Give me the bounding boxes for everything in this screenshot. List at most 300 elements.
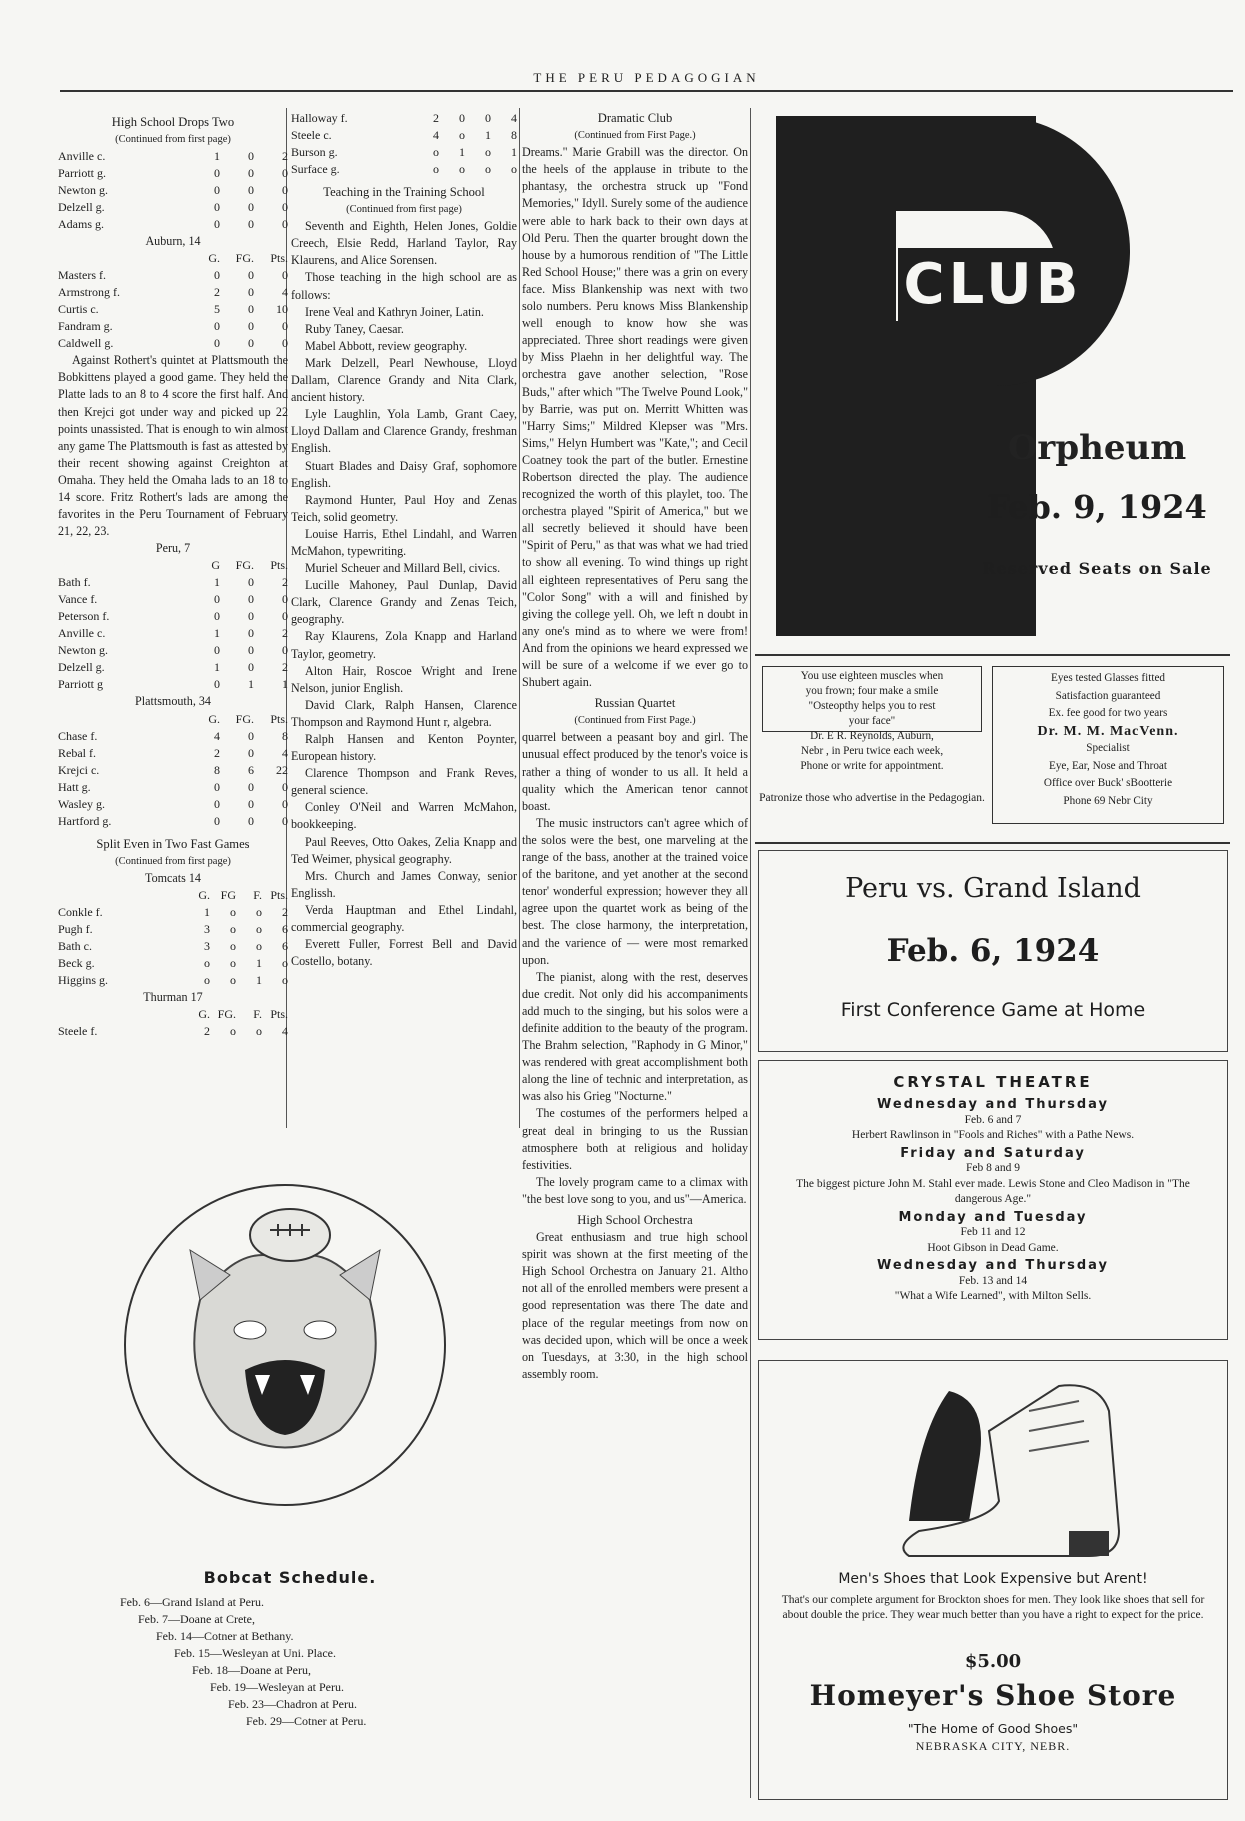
stat-cell: o bbox=[204, 955, 210, 970]
table-row bbox=[291, 144, 517, 161]
ad-line: Ex. fee good for two years bbox=[1048, 707, 1168, 719]
store-name: Homeyer's Shoe Store bbox=[809, 1679, 1177, 1712]
listing-line: Hoot Gibson in Dead Game. bbox=[927, 1241, 1059, 1254]
stat-cell: 0 bbox=[485, 111, 491, 125]
player-name: Beck g. bbox=[58, 955, 95, 970]
team-score: Plattsmouth, 34 bbox=[135, 694, 211, 709]
stat-cell: 0 bbox=[459, 111, 465, 125]
stat-cell: 0 bbox=[214, 200, 220, 215]
stat-cell: 4 bbox=[282, 285, 288, 300]
player-name: Steele c. bbox=[291, 128, 332, 142]
article-paragraph: Those teaching in the high school are as follows: bbox=[291, 270, 517, 302]
column-rule bbox=[519, 108, 520, 1128]
player-name: Vance f. bbox=[58, 592, 98, 607]
listing-line: Wednesday and Thursday bbox=[876, 1258, 1110, 1273]
stat-cell: 0 bbox=[214, 217, 220, 232]
table-row bbox=[58, 1023, 288, 1040]
article-paragraph: Irene Veal and Kathryn Joiner, Latin. bbox=[305, 304, 484, 319]
listing-line: Feb. 6 and 7 bbox=[964, 1113, 1022, 1126]
table-row bbox=[58, 972, 288, 989]
stat-cell: 0 bbox=[248, 166, 254, 181]
table-row bbox=[58, 267, 288, 284]
ad-line: Dr. M. M. MacVenn. bbox=[1037, 723, 1179, 739]
orpheum-date: Feb. 9, 1924 bbox=[987, 488, 1207, 526]
stat-cell: 2 bbox=[282, 660, 288, 675]
player-name: Adams g. bbox=[58, 217, 104, 232]
stat-cell: G. bbox=[198, 1006, 210, 1021]
table-row bbox=[58, 921, 288, 938]
article-title: Russian Quartet bbox=[594, 696, 676, 711]
table-row bbox=[58, 642, 288, 659]
stat-cell: 1 bbox=[214, 149, 220, 164]
player-name: Halloway f. bbox=[291, 111, 348, 125]
shoe-body: That's our complete argument for Brockton shoes for men. They look like shoes that sell for about double the price. They wear much better than you have a right to expect for the price. bbox=[781, 1594, 1205, 1621]
stat-cell: G bbox=[211, 558, 220, 573]
article-body bbox=[522, 729, 748, 1208]
table-row bbox=[58, 335, 288, 352]
stat-cell: 0 bbox=[248, 745, 254, 760]
player-name: Anville c. bbox=[58, 149, 106, 164]
listing-line: Herbert Rawlinson in "Fools and Riches" with a Pathe News. bbox=[851, 1129, 1135, 1141]
article-paragraph: Conley O'Neil and Warren McMahon, bookkeeping. bbox=[291, 800, 517, 832]
stat-cell: o bbox=[230, 938, 236, 953]
stat-cell: 0 bbox=[282, 217, 288, 232]
theatre-listing bbox=[779, 1095, 1207, 1305]
stat-cell: 1 bbox=[282, 677, 288, 692]
article-paragraph: Mabel Abbott, review geography. bbox=[305, 338, 468, 353]
stat-cell: o bbox=[511, 162, 517, 176]
stat-cell: 8 bbox=[511, 128, 517, 142]
article-paragraph: Muriel Scheuer and Millard Bell, civics. bbox=[305, 561, 501, 576]
stat-cell: Pts. bbox=[270, 1006, 288, 1021]
article-body bbox=[522, 144, 748, 691]
player-name: Hartford g. bbox=[58, 813, 112, 828]
continued-note: (Continued from first page) bbox=[115, 134, 231, 146]
stat-cell: Pts. bbox=[270, 251, 288, 266]
stat-cell: 1 bbox=[256, 972, 262, 987]
continued-note: (Continued from First Page.) bbox=[574, 715, 696, 727]
table-header-row bbox=[58, 557, 288, 574]
stat-cell: G. bbox=[208, 251, 220, 266]
stat-cell: FG. bbox=[235, 558, 254, 573]
table-header-row bbox=[58, 711, 288, 728]
masthead-rule bbox=[60, 90, 1233, 92]
stat-cell: 1 bbox=[459, 145, 465, 159]
schedule-item: Feb. 23—Chadron at Peru. bbox=[228, 1697, 357, 1711]
stat-cell: 0 bbox=[282, 779, 288, 794]
player-name: Rebal f. bbox=[58, 745, 96, 760]
stat-cell: 3 bbox=[204, 938, 210, 953]
table-row bbox=[58, 625, 288, 642]
schedule-item: Feb. 14—Cotner at Bethany. bbox=[156, 1629, 294, 1643]
stat-cell: 2 bbox=[214, 745, 220, 760]
stat-cell: o bbox=[230, 1023, 236, 1038]
optometrist-ad bbox=[992, 666, 1224, 824]
stat-cell: Pts. bbox=[270, 711, 288, 726]
continued-note: (Continued from first page) bbox=[346, 204, 462, 216]
box-score-table bbox=[58, 267, 288, 352]
ad-divider bbox=[755, 654, 1230, 656]
player-name bbox=[58, 887, 184, 904]
stat-cell: 2 bbox=[204, 1023, 210, 1038]
stat-cell: F. bbox=[253, 1006, 262, 1021]
table-row bbox=[58, 745, 288, 762]
stat-cell: 6 bbox=[248, 762, 254, 777]
table-row bbox=[291, 110, 517, 127]
box-score-table bbox=[58, 574, 288, 693]
player-name bbox=[58, 1006, 184, 1023]
schedule-list bbox=[120, 1594, 366, 1730]
shoe-store-ad bbox=[758, 1360, 1228, 1800]
stat-cell: 4 bbox=[282, 1023, 288, 1038]
table-row bbox=[58, 182, 288, 199]
stat-cell: 1 bbox=[485, 128, 491, 142]
patronize-note: Patronize those who advertise in the Pedagogian. bbox=[759, 792, 985, 804]
listing-line: Feb 8 and 9 bbox=[966, 1162, 1020, 1174]
stat-cell: 0 bbox=[282, 643, 288, 658]
column-sports bbox=[58, 114, 288, 1040]
stat-cell: 0 bbox=[248, 728, 254, 743]
player-name: Newton g. bbox=[58, 183, 108, 198]
stat-cell: 1 bbox=[511, 145, 517, 159]
stat-cell: o bbox=[459, 162, 465, 176]
ad-line: you frown; four make a smile bbox=[805, 685, 939, 697]
column-clubs bbox=[522, 110, 748, 1383]
ad-line: Eyes tested Glasses fitted bbox=[1050, 672, 1166, 684]
bobcat-schedule bbox=[120, 1568, 460, 1593]
stat-cell: 0 bbox=[248, 609, 254, 624]
stat-cell: 0 bbox=[214, 592, 220, 607]
table-row bbox=[58, 301, 288, 318]
stat-cell: 0 bbox=[282, 268, 288, 283]
listing-line: Feb. 13 and 14 bbox=[958, 1274, 1028, 1287]
stat-cell: 0 bbox=[282, 200, 288, 215]
article-title: Teaching in the Training School bbox=[323, 185, 485, 199]
player-name: Parriott g. bbox=[58, 166, 106, 181]
masthead: THE PERU PEDAGOGIAN bbox=[533, 70, 760, 85]
stat-cell: 3 bbox=[204, 921, 210, 936]
player-name: Curtis c. bbox=[58, 302, 99, 317]
player-name: Chase f. bbox=[58, 728, 98, 743]
article-paragraph: Clarence Thompson and Frank Reves, general science. bbox=[291, 766, 517, 798]
table-row bbox=[58, 608, 288, 625]
article-title: High School Drops Two bbox=[111, 115, 235, 129]
article-paragraph: Louise Harris, Ethel Lindahl, and Warren McMahon, typewriting. bbox=[291, 526, 517, 558]
listing-line: Wednesday and Thursday bbox=[876, 1097, 1110, 1112]
stat-cell: 6 bbox=[282, 938, 288, 953]
table-row bbox=[58, 284, 288, 301]
stat-cell: 0 bbox=[282, 166, 288, 181]
game-matchup: Peru vs. Grand Island bbox=[845, 873, 1141, 904]
ad-line: You use eighteen muscles when bbox=[800, 670, 944, 682]
player-name: Higgins g. bbox=[58, 972, 109, 987]
stat-cell: 2 bbox=[282, 626, 288, 641]
stat-cell: 0 bbox=[214, 336, 220, 351]
ad-line: Office over Buck' sBootterie bbox=[1043, 777, 1173, 789]
table-row bbox=[291, 161, 517, 178]
stat-cell: 0 bbox=[214, 183, 220, 198]
ad-divider bbox=[755, 842, 1230, 844]
orpheum-title: Orpheum bbox=[1007, 428, 1187, 468]
stat-cell: 0 bbox=[214, 779, 220, 794]
player-name: Caldwell g. bbox=[58, 336, 114, 351]
stat-cell: 4 bbox=[282, 745, 288, 760]
stat-cell: 0 bbox=[248, 796, 254, 811]
stat-cell: 4 bbox=[214, 728, 220, 743]
stat-cell: o bbox=[256, 921, 262, 936]
stat-cell: o bbox=[433, 162, 439, 176]
stat-cell: 0 bbox=[214, 796, 220, 811]
stat-cell: 0 bbox=[214, 677, 220, 692]
stat-cell: 0 bbox=[248, 626, 254, 641]
box-score-header bbox=[58, 1006, 288, 1023]
stat-cell: 2 bbox=[282, 575, 288, 590]
stat-cell: 0 bbox=[214, 166, 220, 181]
stat-cell: 0 bbox=[282, 183, 288, 198]
stat-cell: FG. bbox=[235, 251, 254, 266]
stat-cell: 8 bbox=[282, 728, 288, 743]
p-letter-graphic bbox=[776, 116, 1036, 636]
stat-cell: 0 bbox=[248, 268, 254, 283]
table-row bbox=[58, 659, 288, 676]
store-tagline: "The Home of Good Shoes" bbox=[907, 1721, 1079, 1736]
stat-cell: o bbox=[433, 145, 439, 159]
table-row bbox=[58, 591, 288, 608]
stat-cell: FG bbox=[220, 887, 236, 902]
stat-cell: 0 bbox=[214, 319, 220, 334]
stat-cell: o bbox=[230, 921, 236, 936]
stat-cell: 1 bbox=[256, 955, 262, 970]
stat-cell: o bbox=[256, 938, 262, 953]
stat-cell: 0 bbox=[248, 575, 254, 590]
listing-line: Feb 11 and 12 bbox=[960, 1226, 1026, 1238]
stat-cell: o bbox=[485, 145, 491, 159]
table-row bbox=[58, 796, 288, 813]
article-paragraph: Verda Hauptman and Ethel Lindahl, commercial geography. bbox=[291, 902, 517, 935]
crystal-theatre-ad bbox=[758, 1060, 1228, 1340]
table-row bbox=[58, 574, 288, 591]
stat-cell: 6 bbox=[282, 921, 288, 936]
stat-cell: F. bbox=[253, 887, 262, 902]
stat-cell: 0 bbox=[248, 200, 254, 215]
article-title: Dramatic Club bbox=[597, 111, 673, 125]
player-name: Hatt g. bbox=[58, 779, 91, 794]
article-paragraph: Alton Hair, Roscoe Wright and Irene Nelson, junior English. bbox=[291, 663, 517, 695]
table-row bbox=[58, 148, 288, 165]
ad-line: your face" bbox=[848, 715, 896, 727]
cat-silhouette bbox=[909, 1391, 981, 1521]
article-paragraph: quarrel between a peasant boy and girl. The unusual effect produced by the tenor's voice is rather a thing of wonder to us all. It held a quality which the American tenor cannot boast. bbox=[522, 730, 748, 813]
team-score: Peru, 7 bbox=[155, 541, 191, 556]
article-paragraph: Lyle Laughlin, Yola Lamb, Grant Caey, Lloyd Dallam and Clarence Grandy, freshman English. bbox=[291, 407, 517, 456]
stat-cell: 2 bbox=[282, 904, 288, 919]
player-name: Conkle f. bbox=[58, 904, 103, 919]
table-row bbox=[58, 904, 288, 921]
shoe-price: $5.00 bbox=[964, 1651, 1022, 1672]
schedule-item: Feb. 6—Grand Island at Peru. bbox=[120, 1595, 264, 1609]
stat-cell: 0 bbox=[248, 285, 254, 300]
schedule-item: Feb. 29—Cotner at Peru. bbox=[246, 1714, 367, 1728]
article-title: Split Even in Two Fast Games bbox=[96, 836, 250, 851]
club-word: CLUB bbox=[898, 248, 1088, 322]
stat-cell: o bbox=[282, 955, 288, 970]
article-paragraph: Paul Reeves, Otto Oakes, Zelia Knapp and Ted Weimer, physical geography. bbox=[291, 834, 517, 866]
stat-cell: 1 bbox=[204, 904, 210, 919]
player-name bbox=[58, 250, 186, 267]
stat-cell: 0 bbox=[282, 319, 288, 334]
osteopathy-ad bbox=[762, 666, 982, 772]
article-paragraph: Great enthusiasm and true high school spirit was shown at the first meeting of the High School Orchestra on January 21. Altho not all of the enrolled members were present a good representation was there The date and place of the regular meetings from now on was decided upon, which will be once a week on Tuesdays, at 3:30, in the high school assembly room. bbox=[522, 1230, 748, 1381]
stat-cell: FG. bbox=[217, 1006, 236, 1021]
stat-cell: 1 bbox=[214, 626, 220, 641]
shoe-illustration bbox=[879, 1371, 1129, 1571]
stat-cell: 0 bbox=[248, 217, 254, 232]
article-paragraph: Lucille Mahoney, Paul Dunlap, David Clark, Clarence Grandy and Zenas Teich, geography. bbox=[291, 578, 517, 627]
box-score-table bbox=[58, 1023, 288, 1040]
stat-cell: 0 bbox=[248, 592, 254, 607]
stat-cell: 0 bbox=[282, 609, 288, 624]
stat-cell: 0 bbox=[248, 319, 254, 334]
table-row bbox=[58, 318, 288, 335]
stat-cell: 0 bbox=[248, 183, 254, 198]
table-row bbox=[58, 676, 288, 693]
schedule-item: Feb. 18—Doane at Peru, bbox=[192, 1663, 311, 1677]
table-row bbox=[58, 955, 288, 972]
continued-note: (Continued from First Page.) bbox=[574, 130, 696, 142]
article-paragraph: The pianist, along with the rest, deserves due credit. Not only did his accompaniments add much to the singing, but his solos were a definite addition to the beauty of the program. The Brahm selection, "Raphody in G Minor," was rendered with great accomplishment both along the line of technic and interpretation, as was also his Grieg "Nocturne." bbox=[522, 969, 748, 1104]
stat-cell: 1 bbox=[248, 677, 254, 692]
player-name: Newton g. bbox=[58, 643, 108, 658]
article-paragraph: Seventh and Eighth, Helen Jones, Goldie Creech, Elsie Redd, Harland Taylor, Ray Klaurens, and Alice Sorensen. bbox=[291, 219, 517, 268]
player-name: Fandram g. bbox=[58, 319, 113, 334]
article-paragraph: The music instructors can't agree which of the solos were the best, one marveling at the range of the bass, another at the trained voice of the baritone, and yet another at the second tenor' wonderful expression; however they all agree upon the quartet work as being of the best. The close harmony, the interpretation, and the varience of — were most remarked upon. bbox=[522, 815, 748, 967]
stat-cell: 8 bbox=[214, 762, 220, 777]
stat-cell: FG. bbox=[235, 711, 254, 726]
shoe-headline: Men's Shoes that Look Expensive but Arent! bbox=[838, 1571, 1148, 1587]
player-name: Bath c. bbox=[58, 938, 92, 953]
stat-cell: 1 bbox=[214, 575, 220, 590]
article-paragraph: Ralph Hansen and Kenton Poynter, European history. bbox=[291, 732, 517, 764]
stat-cell: 0 bbox=[248, 660, 254, 675]
article-paragraph: Mark Delzell, Pearl Newhouse, Lloyd Dallam, Clarence Grandy and Nita Clark, ancient history. bbox=[291, 355, 517, 405]
player-name: Delzell g. bbox=[58, 200, 105, 215]
stat-cell: 0 bbox=[214, 643, 220, 658]
continued-note: (Continued from first page) bbox=[115, 855, 231, 867]
schedule-item: Feb. 15—Wesleyan at Uni. Place. bbox=[174, 1646, 336, 1660]
article-paragraph: Ruby Taney, Caesar. bbox=[305, 321, 404, 336]
table-row bbox=[291, 127, 517, 144]
stat-cell: 0 bbox=[248, 302, 254, 317]
team-score: Auburn, 14 bbox=[145, 234, 201, 249]
stat-cell: 4 bbox=[433, 128, 439, 142]
player-name: Bath f. bbox=[58, 575, 91, 590]
team-score: Thurman 17 bbox=[143, 989, 203, 1004]
bobcat-illustration bbox=[120, 1180, 450, 1510]
player-name: Delzell g. bbox=[58, 660, 105, 675]
reserved-seats: Reserved Seats on Sale bbox=[982, 559, 1212, 578]
table-header-row bbox=[58, 250, 288, 267]
stat-cell: 1 bbox=[214, 660, 220, 675]
stat-cell: o bbox=[256, 904, 262, 919]
stat-cell: 22 bbox=[276, 762, 288, 777]
box-score-table bbox=[291, 110, 517, 178]
schedule-title: Bobcat Schedule. bbox=[203, 1568, 377, 1587]
box-score-header bbox=[58, 711, 288, 728]
team-score: Tomcats 14 bbox=[145, 870, 201, 885]
stat-cell: o bbox=[256, 1023, 262, 1038]
stat-cell: 0 bbox=[282, 813, 288, 828]
player-name: Pugh f. bbox=[58, 921, 93, 936]
game-date: Feb. 6, 1924 bbox=[886, 933, 1100, 969]
stat-cell: 2 bbox=[282, 149, 288, 164]
stat-cell: 4 bbox=[511, 111, 517, 125]
stat-cell: 2 bbox=[433, 111, 439, 125]
stat-cell: 0 bbox=[248, 779, 254, 794]
stat-cell: 10 bbox=[276, 302, 288, 317]
table-row bbox=[58, 762, 288, 779]
stat-cell: 0 bbox=[214, 813, 220, 828]
article-paragraph: Mrs. Church and James Conway, senior Englissh. bbox=[291, 868, 517, 900]
listing-line: The biggest picture John M. Stahl ever made. Lewis Stone and Cleo Madison in "The dangerous Age." bbox=[796, 1177, 1190, 1205]
stat-cell: o bbox=[282, 972, 288, 987]
game-ad bbox=[758, 850, 1228, 1052]
listing-line: Monday and Tuesday bbox=[898, 1209, 1088, 1225]
cat-eye-right bbox=[304, 1321, 336, 1339]
column-training-school bbox=[291, 110, 517, 970]
column-rule bbox=[750, 108, 751, 1798]
player-name: Armstrong f. bbox=[58, 285, 120, 300]
stat-cell: 0 bbox=[214, 609, 220, 624]
box-score-header bbox=[58, 887, 288, 904]
listing-line: Friday and Saturday bbox=[900, 1145, 1086, 1161]
stat-cell: o bbox=[230, 955, 236, 970]
table-header-row bbox=[58, 1006, 288, 1023]
cat-eye-left bbox=[234, 1321, 266, 1339]
theatre-title: CRYSTAL THEATRE bbox=[893, 1073, 1093, 1091]
ad-line: Phone or write for appointment. bbox=[800, 760, 944, 772]
game-note: First Conference Game at Home bbox=[840, 999, 1146, 1021]
player-name: Krejci c. bbox=[58, 762, 100, 777]
box-score-table bbox=[58, 904, 288, 989]
stat-cell: 2 bbox=[214, 285, 220, 300]
stat-cell: o bbox=[204, 972, 210, 987]
ad-line: Phone 69 Nebr City bbox=[1063, 794, 1153, 807]
player-name bbox=[58, 711, 186, 728]
article-paragraph: Stuart Blades and Daisy Graf, sophomore English. bbox=[291, 458, 517, 490]
stat-cell: Pts. bbox=[270, 558, 288, 573]
article-paragraph: Dreams." Marie Grabill was the director. On the heels of the applause in tribute to the phantasy, the orchestra struck up "Fond Memories," Idyll. Surely some of the audience were able to hark back to their own days at Old Peru. Then the quarter brought down the house by a humorous rendition of "The Little Red School House;" there was a grin on every face. Miss Blankenship was next with two solo numbers. Peru knows Miss Blankenship well enough to know how she was appreciated. Three short readings were given by Miss Plaehn in her delightful way. The orchestra gave another selection, "Rose Buds," after which "The Twelve Pound Look," by Barrie, was put on. Merritt Whitten was "Harry Sims;" Mildred Klepser was "Mrs. Sims," Helyn Humbert was "Kate,"; and Cecil Coatney took the part of the butler. Ernestine Robertson directed the play. The audience recognized the worth of this playlet, too. The orchestra played "Spirit of America," but we all secretly believed it should have been "Spirit of Peru," as that was what we had tried to show all evening. To wind things up right all eighteen representatives of Peru sang the "Color Song" with a will and finished by giving the college yell. Oh, we left n doubt in any one's mind as to where we were from! And from the opinions we heard expressed we will be sure of a welcome if we ever go to Shubert again. bbox=[522, 145, 749, 690]
player-name: Burson g. bbox=[291, 145, 338, 159]
article-paragraph: The costumes of the performers helped a great deal in bringing to us the Russian atmosphere both at religious and holiday festivities. bbox=[522, 1106, 748, 1172]
article-paragraph: Everett Fuller, Forrest Bell and David Costello, botany. bbox=[291, 937, 517, 969]
stat-cell: 0 bbox=[282, 592, 288, 607]
table-row bbox=[58, 728, 288, 745]
player-name bbox=[58, 557, 186, 574]
article-paragraph: David Clark, Ralph Hansen, Clarence Thompson and Raymond Hunt r, algebra. bbox=[291, 697, 517, 729]
player-name: Peterson f. bbox=[58, 609, 110, 624]
player-name: Surface g. bbox=[291, 162, 340, 176]
stat-cell: o bbox=[485, 162, 491, 176]
store-city: NEBRASKA CITY, NEBR. bbox=[915, 1739, 1071, 1753]
stat-cell: 0 bbox=[248, 643, 254, 658]
stat-cell: Pts. bbox=[270, 887, 288, 902]
p-club-ad bbox=[752, 116, 1232, 636]
box-score-header bbox=[58, 250, 288, 267]
table-row bbox=[58, 199, 288, 216]
table-row bbox=[58, 938, 288, 955]
ad-line: Satisfaction guaranteed bbox=[1055, 689, 1161, 702]
ad-line: "Osteopthy helps you to rest bbox=[808, 700, 936, 712]
